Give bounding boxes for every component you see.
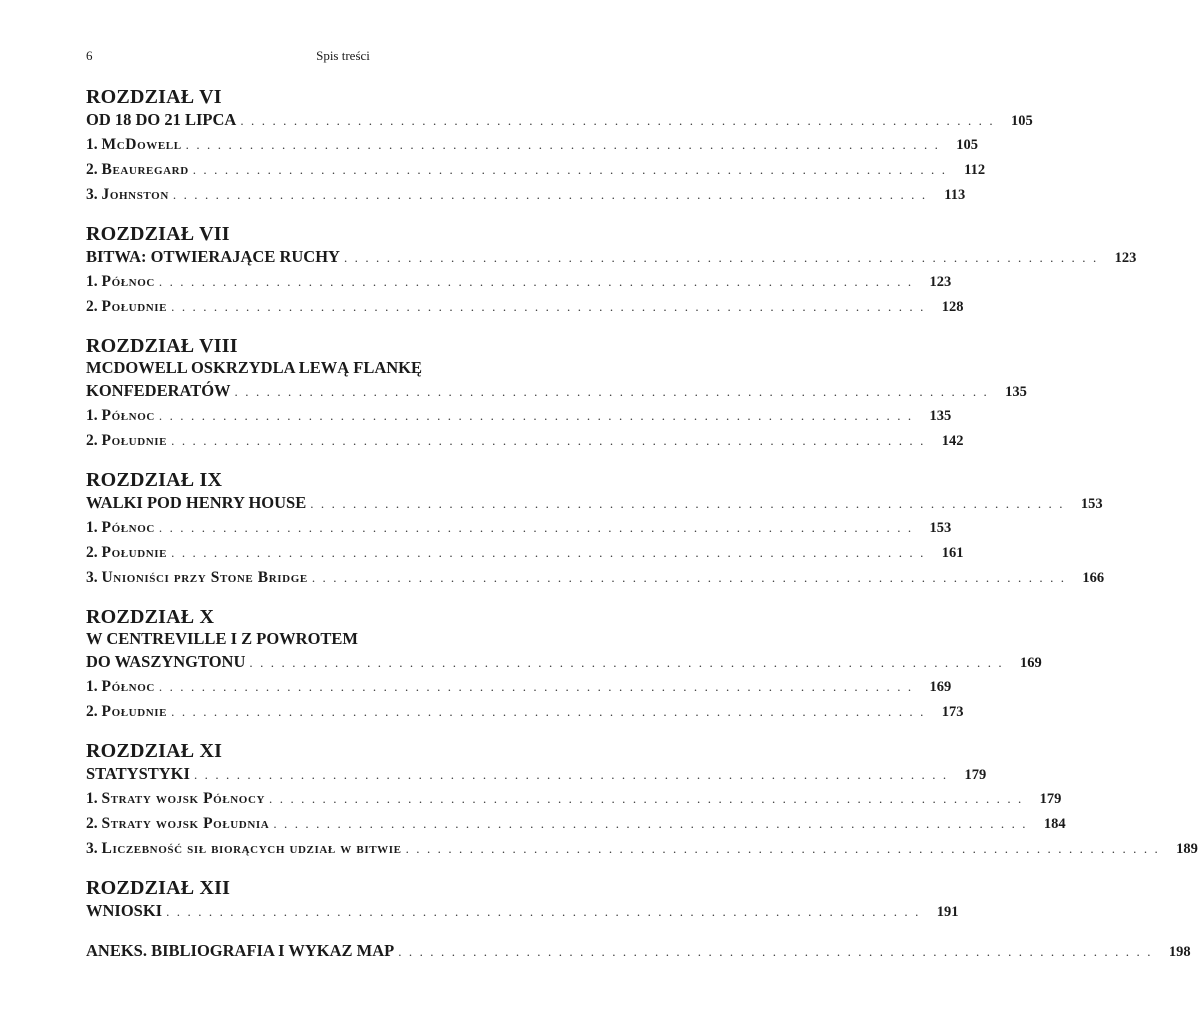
section-title: Liczebność sił biorących udział w bitwie (101, 840, 402, 857)
annex-entry[interactable] (86, 939, 1191, 963)
entry-page-number: 128 (941, 299, 964, 315)
section-number: 1. (86, 136, 98, 153)
section-entry[interactable] (86, 403, 952, 428)
chapter-title-line: W CENTREVILLE I Z POWROTEM (86, 629, 358, 648)
chapter-heading: ROZDZIAŁ XII (86, 877, 231, 899)
entry-page-number: 135 (929, 408, 952, 424)
section-entry[interactable] (86, 294, 964, 319)
entry-label (86, 403, 155, 428)
section-title: Południe (101, 544, 168, 561)
section-number: 1. (86, 519, 98, 536)
leader-dots: . . . . . . . . . . . . . . . . . . . . . . . . . . . . . . . . . . . . . . . . . . . . . . . . . . . . . . . . . . . . . . . . . . . . . . . (185, 137, 940, 152)
chapter-title: KONFEDERATÓW (86, 381, 231, 400)
entry-page-number: 135 (1005, 384, 1027, 400)
entry-label (86, 132, 182, 157)
chapter-heading: ROZDZIAŁ VIII (86, 335, 238, 357)
section-number: 3. (86, 186, 98, 203)
chapter-title-entry[interactable] (86, 108, 1033, 132)
chapter-heading: ROZDZIAŁ XI (86, 740, 223, 762)
chapter-title-entry[interactable] (86, 245, 1137, 269)
entry-label (86, 269, 155, 294)
leader-dots: . . . . . . . . . . . . . . . . . . . . . . . . . . . . . . . . . . . . . . . . . . . . . . . . . . . . . . . . . . . . . . . . . . . . . . . (166, 904, 921, 919)
chapter-title: STATYSTYKI (86, 764, 190, 783)
section-number: 1. (86, 790, 98, 807)
section-title: Unioniści przy Stone Bridge (101, 569, 308, 586)
section-title: Straty wojsk Południa (101, 815, 270, 832)
leader-dots: . . . . . . . . . . . . . . . . . . . . . . . . . . . . . . . . . . . . . . . . . . . . . . . . . . . . . . . . . . . . . . . . . . . . . . . (234, 384, 989, 399)
entry-label (86, 811, 269, 836)
chapter-block (86, 740, 1198, 861)
section-entry[interactable] (86, 811, 1066, 836)
leader-dots: . . . . . . . . . . . . . . . . . . . . . . . . . . . . . . . . . . . . . . . . . . . . . . . . . . . . . . . . . . . . . . . . . . . . . . . (171, 545, 926, 560)
leader-dots: . . . . . . . . . . . . . . . . . . . . . . . . . . . . . . . . . . . . . . . . . . . . . . . . . . . . . . . . . . . . . . . . . . . . . . . (249, 655, 1004, 670)
section-entry[interactable] (86, 674, 952, 699)
leader-dots: . . . . . . . . . . . . . . . . . . . . . . . . . . . . . . . . . . . . . . . . . . . . . . . . . . . . . . . . . . . . . . . . . . . . . . . (193, 767, 949, 782)
entry-label (86, 491, 306, 515)
chapter-title-entry[interactable] (86, 762, 987, 786)
entry-label (86, 294, 167, 319)
entry-label (86, 108, 236, 132)
entry-page-number: 191 (936, 904, 959, 920)
leader-dots: . . . . . . . . . . . . . . . . . . . . . . . . . . . . . . . . . . . . . . . . . . . . . . . . . . . . . . . . . . . . . . . . . . . . . . . (269, 791, 1024, 806)
section-number: 2. (86, 432, 98, 449)
leader-dots: . . . . . . . . . . . . . . . . . . . . . . . . . . . . . . . . . . . . . . . . . . . . . . . . . . . . . . . . . . . . . . . . . . . . . . . (398, 944, 1153, 959)
entry-page-number: 112 (964, 162, 986, 178)
entry-page-number: 173 (941, 704, 964, 720)
entry-page-number: 123 (1114, 250, 1137, 266)
leader-dots: . . . . . . . . . . . . . . . . . . . . . . . . . . . . . . . . . . . . . . . . . . . . . . . . . . . . . . . . . . . . . . . . . . . . . . . (311, 570, 1067, 585)
entry-page-number: 189 (1176, 841, 1198, 857)
section-title: Straty wojsk Północy (101, 790, 266, 807)
chapter-heading: ROZDZIAŁ X (86, 606, 215, 628)
section-title: Południe (101, 703, 168, 720)
entry-page-number: 198 (1168, 944, 1191, 960)
entry-label (86, 762, 190, 786)
entry-page-number: 113 (944, 187, 966, 203)
section-title: McDowell (101, 136, 182, 153)
leader-dots: . . . . . . . . . . . . . . . . . . . . . . . . . . . . . . . . . . . . . . . . . . . . . . . . . . . . . . . . . . . . . . . . . . . . . . . (273, 816, 1028, 831)
entry-label (86, 245, 340, 269)
entry-label (86, 565, 308, 590)
chapter-title: WALKI POD HENRY HOUSE (86, 493, 307, 512)
chapter-title-entry[interactable] (86, 899, 959, 923)
section-title: Północ (101, 519, 155, 536)
leader-dots: . . . . . . . . . . . . . . . . . . . . . . . . . . . . . . . . . . . . . . . . . . . . . . . . . . . . . . . . . . . . . . . . . . . . . . . (171, 704, 926, 719)
section-entry[interactable] (86, 540, 964, 565)
leader-dots: . . . . . . . . . . . . . . . . . . . . . . . . . . . . . . . . . . . . . . . . . . . . . . . . . . . . . . . . . . . . . . . . . . . . . . . (171, 433, 926, 448)
section-number: 3. (86, 569, 98, 586)
chapter-block (86, 86, 1033, 207)
section-entry[interactable] (86, 786, 1062, 811)
leader-dots: . . . . . . . . . . . . . . . . . . . . . . . . . . . . . . . . . . . . . . . . . . . . . . . . . . . . . . . . . . . . . . . . . . . . . . . (172, 187, 928, 202)
leader-dots: . . . . . . . . . . . . . . . . . . . . . . . . . . . . . . . . . . . . . . . . . . . . . . . . . . . . . . . . . . . . . . . . . . . . . . . (405, 841, 1160, 856)
chapter-title-line: MCDOWELL OSKRZYDLA LEWĄ FLANKĘ (86, 358, 423, 377)
table-of-contents (86, 86, 1198, 979)
section-entry[interactable] (86, 699, 964, 724)
running-title: Spis treści (316, 48, 370, 63)
entry-page-number: 169 (1020, 655, 1042, 671)
entry-page-number: 142 (941, 433, 964, 449)
entry-label (86, 939, 394, 963)
chapter-heading: ROZDZIAŁ IX (86, 469, 223, 491)
chapter-heading: ROZDZIAŁ VI (86, 86, 222, 108)
page-number: 6 (86, 48, 93, 63)
section-title: Beauregard (101, 161, 189, 178)
section-entry[interactable] (86, 515, 952, 540)
entry-page-number: 166 (1082, 570, 1105, 586)
section-number: 1. (86, 273, 98, 290)
chapter-block (86, 877, 959, 923)
entry-page-number: 105 (956, 137, 978, 153)
section-entry[interactable] (86, 269, 952, 294)
entry-label (86, 699, 167, 724)
section-number: 1. (86, 678, 98, 695)
chapter-block (86, 335, 1027, 453)
leader-dots: . . . . . . . . . . . . . . . . . . . . . . . . . . . . . . . . . . . . . . . . . . . . . . . . . . . . . . . . . . . . . . . . . . . . . . . (343, 250, 1099, 265)
annex-title: ANEKS. BIBLIOGRAFIA I WYKAZ MAP (86, 941, 395, 960)
section-title: Północ (101, 678, 155, 695)
entry-label (86, 428, 167, 453)
entry-label (86, 379, 231, 403)
leader-dots: . . . . . . . . . . . . . . . . . . . . . . . . . . . . . . . . . . . . . . . . . . . . . . . . . . . . . . . . . . . . . . . . . . . . . . . (310, 496, 1065, 511)
section-entry[interactable] (86, 132, 978, 157)
section-number: 2. (86, 703, 98, 720)
section-entry[interactable] (86, 182, 966, 207)
entry-page-number: 123 (929, 274, 952, 290)
entry-page-number: 153 (1080, 496, 1103, 512)
section-entry[interactable] (86, 836, 1198, 861)
entry-page-number: 153 (929, 520, 952, 536)
leader-dots: . . . . . . . . . . . . . . . . . . . . . . . . . . . . . . . . . . . . . . . . . . . . . . . . . . . . . . . . . . . . . . . . . . . . . . . (158, 520, 914, 535)
chapter-block (86, 606, 1042, 724)
entry-label (86, 650, 245, 674)
section-title: Johnston (101, 186, 169, 203)
chapter-title: OD 18 DO 21 LIPCA (86, 110, 237, 129)
entry-page-number: 161 (941, 545, 964, 561)
annex-block (86, 939, 1191, 963)
chapter-title-entry[interactable] (86, 491, 1103, 515)
entry-label (86, 182, 169, 207)
running-header (86, 48, 600, 68)
entry-label (86, 674, 155, 699)
entry-page-number: 105 (1010, 113, 1033, 129)
leader-dots: . . . . . . . . . . . . . . . . . . . . . . . . . . . . . . . . . . . . . . . . . . . . . . . . . . . . . . . . . . . . . . . . . . . . . . . (240, 113, 995, 128)
leader-dots: . . . . . . . . . . . . . . . . . . . . . . . . . . . . . . . . . . . . . . . . . . . . . . . . . . . . . . . . . . . . . . . . . . . . . . . (192, 162, 948, 177)
chapter-block (86, 223, 1137, 319)
leader-dots: . . . . . . . . . . . . . . . . . . . . . . . . . . . . . . . . . . . . . . . . . . . . . . . . . . . . . . . . . . . . . . . . . . . . . . . (171, 299, 926, 314)
entry-page-number: 179 (964, 767, 987, 783)
entry-page-number: 184 (1043, 816, 1066, 832)
section-number: 1. (86, 407, 98, 424)
entry-label (86, 899, 162, 923)
entry-label (86, 157, 189, 182)
leader-dots: . . . . . . . . . . . . . . . . . . . . . . . . . . . . . . . . . . . . . . . . . . . . . . . . . . . . . . . . . . . . . . . . . . . . . . . (158, 274, 914, 289)
entry-label (86, 786, 265, 811)
chapter-title: BITWA: OTWIERAJĄCE RUCHY (86, 247, 340, 266)
chapter-block (86, 469, 1105, 590)
entry-label (86, 540, 167, 565)
section-number: 2. (86, 298, 98, 315)
chapter-title: WNIOSKI (86, 901, 163, 920)
entry-page-number: 169 (929, 679, 952, 695)
chapter-title-entry[interactable] (86, 379, 1027, 403)
leader-dots: . . . . . . . . . . . . . . . . . . . . . . . . . . . . . . . . . . . . . . . . . . . . . . . . . . . . . . . . . . . . . . . . . . . . . . . (158, 679, 914, 694)
section-entry[interactable] (86, 565, 1105, 590)
entry-label (86, 836, 402, 861)
chapter-heading: ROZDZIAŁ VII (86, 223, 230, 245)
section-title: Północ (101, 273, 155, 290)
section-entry[interactable] (86, 428, 964, 453)
section-number: 2. (86, 544, 98, 561)
section-title: Północ (101, 407, 155, 424)
entry-label (86, 515, 155, 540)
section-title: Południe (101, 432, 168, 449)
section-number: 3. (86, 840, 98, 857)
section-number: 2. (86, 815, 98, 832)
chapter-title-entry[interactable] (86, 650, 1042, 674)
chapter-title: DO WASZYNGTONU (86, 652, 246, 671)
section-title: Południe (101, 298, 168, 315)
section-number: 2. (86, 161, 98, 178)
entry-page-number: 179 (1039, 791, 1062, 807)
section-entry[interactable] (86, 157, 986, 182)
leader-dots: . . . . . . . . . . . . . . . . . . . . . . . . . . . . . . . . . . . . . . . . . . . . . . . . . . . . . . . . . . . . . . . . . . . . . . . (158, 408, 914, 423)
